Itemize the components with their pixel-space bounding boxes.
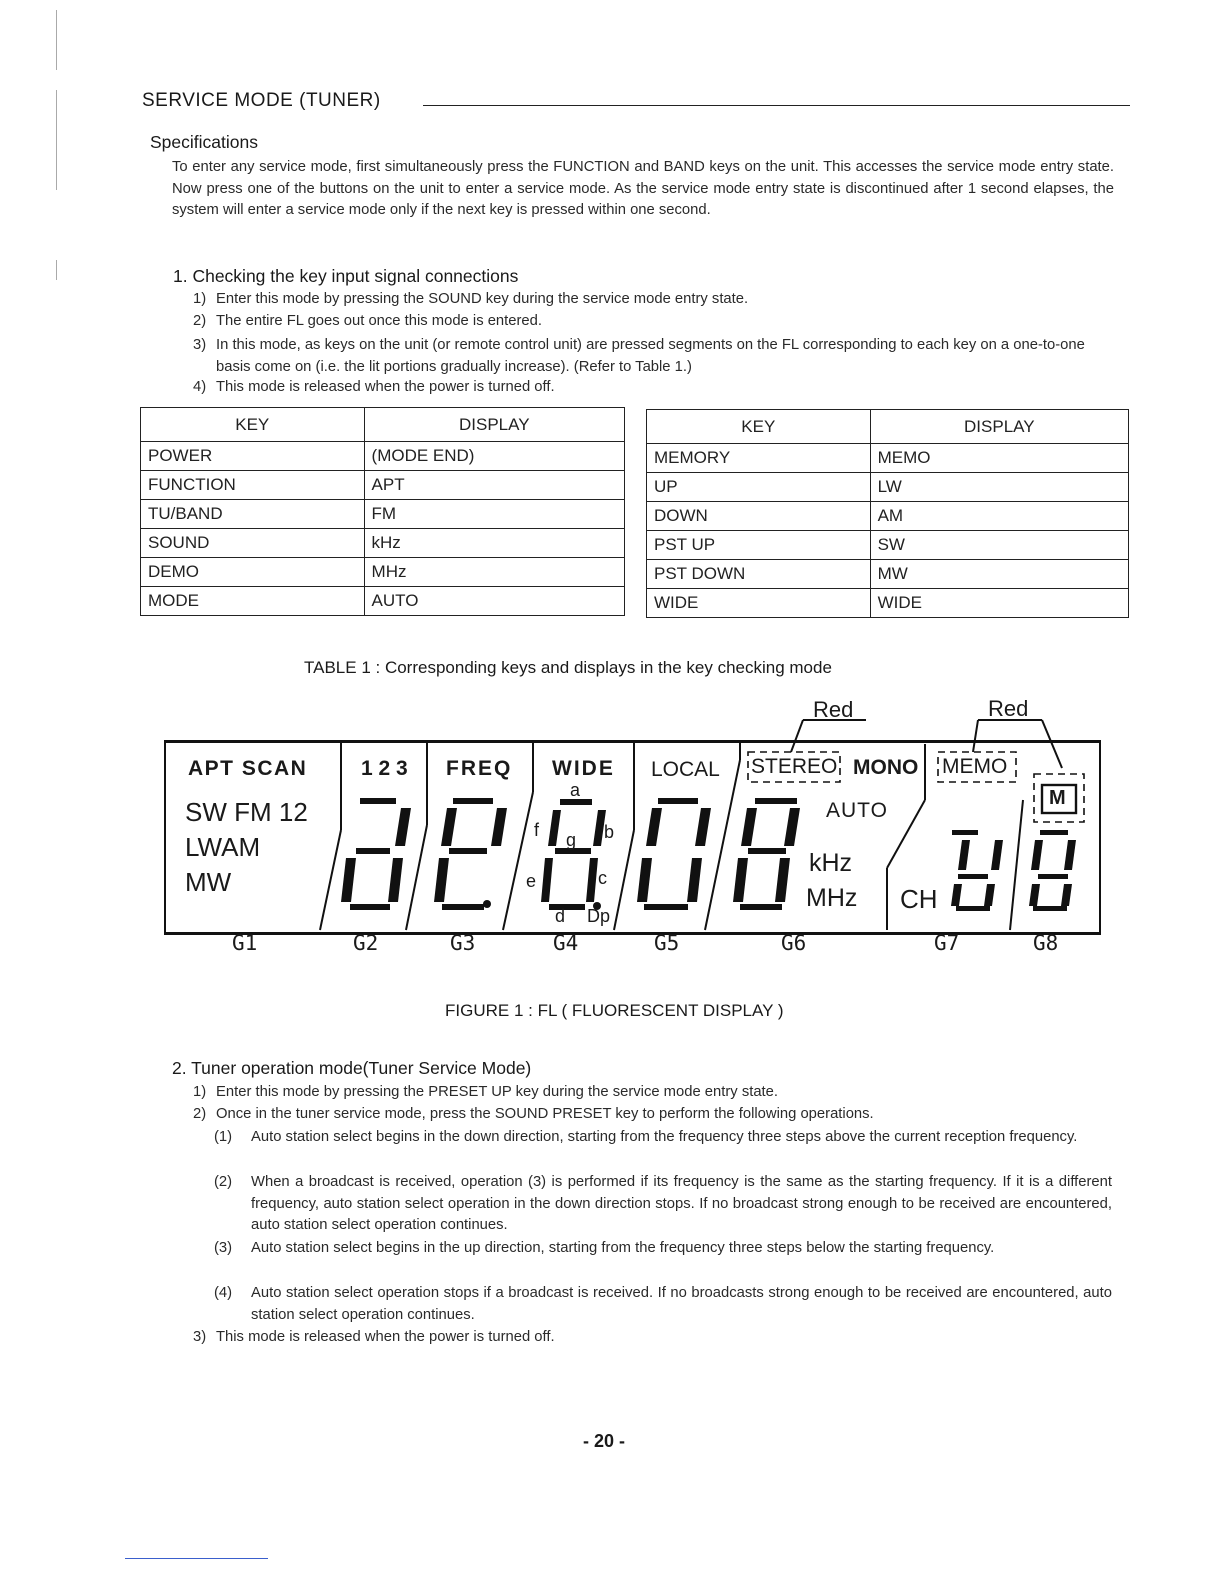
fl-mono: MONO: [853, 756, 919, 779]
grid-label: G6: [781, 931, 807, 955]
part2-item-num: 3): [193, 1329, 207, 1345]
grid-label: G8: [1033, 931, 1059, 955]
part2-subitem-text: Auto station select begins in the up direction, starting from the frequency three steps below the starting frequency.: [251, 1240, 995, 1256]
part2-subitem-num: (4): [214, 1285, 233, 1301]
table-cell: UP: [647, 473, 871, 502]
grid-label: G3: [450, 931, 476, 955]
part2-subitem-num: (1): [214, 1129, 233, 1145]
table-header-cell: KEY: [647, 410, 871, 444]
part2-item-num: 2): [193, 1106, 207, 1122]
grid-label: G5: [654, 931, 680, 955]
table-caption: TABLE 1 : Corresponding keys and displays in the key checking mode: [304, 658, 832, 677]
table-cell: MODE: [141, 587, 365, 616]
part1-item-num: 3): [193, 337, 207, 353]
part2-subitem-text: Auto station select begins in the down direction, starting from the frequency three steps above the current reception frequency.: [251, 1129, 1078, 1145]
fl-khz: kHz: [809, 849, 853, 877]
part2-subitem-num: (3): [214, 1240, 233, 1256]
grid-label: G7: [934, 931, 960, 955]
section-title: SERVICE MODE (TUNER): [142, 90, 381, 111]
table-cell: SOUND: [141, 529, 365, 558]
seg-label: g: [566, 830, 577, 850]
part1-item-text: This mode is released when the power is turned off.: [216, 379, 555, 395]
fl-memo: MEMO: [942, 755, 1008, 778]
table-cell: DOWN: [647, 502, 871, 531]
figure-caption: FIGURE 1 : FL ( FLUORESCENT DISPLAY ): [445, 1001, 784, 1020]
table-cell: WIDE: [870, 589, 1128, 618]
part1-heading: 1. Checking the key input signal connections: [173, 266, 519, 286]
table-cell: APT: [364, 471, 624, 500]
fl-mw: MW: [185, 867, 232, 897]
part1-item-text: The entire FL goes out once this mode is entered.: [216, 313, 542, 329]
table-cell: FUNCTION: [141, 471, 365, 500]
grid-label: G1: [232, 931, 258, 955]
fl-ch: CH: [900, 884, 938, 914]
part2-item-num: 1): [193, 1084, 207, 1100]
table-cell: MHz: [364, 558, 624, 587]
part2-heading: 2. Tuner operation mode(Tuner Service Mode): [172, 1058, 532, 1078]
part2-subitem-num: (2): [214, 1174, 233, 1190]
seg-label: b: [604, 822, 615, 842]
fl-123: 1 2 3: [361, 757, 408, 780]
table-cell: MEMORY: [647, 444, 871, 473]
table-cell: DEMO: [141, 558, 365, 587]
fl-stereo: STEREO: [751, 755, 838, 778]
table-cell: MEMO: [870, 444, 1128, 473]
seg-label: c: [598, 868, 607, 888]
table-header-cell: DISPLAY: [870, 410, 1128, 444]
seg-label: Dp: [587, 906, 611, 926]
table-cell: POWER: [141, 442, 365, 471]
grid-label: G4: [553, 931, 579, 955]
table-cell: LW: [870, 473, 1128, 502]
fl-auto: AUTO: [826, 799, 888, 822]
part1-item-num: 2): [193, 313, 207, 329]
part1-item-text: Enter this mode by pressing the SOUND key during the service mode entry state.: [216, 291, 749, 307]
seg-label: d: [555, 906, 566, 926]
part2-subitem-text: Auto station select operation stops if a broadcast is received. If no broadcasts strong enough to be received are encountered, auto station select operation continues.: [251, 1285, 1112, 1323]
fl-mhz: MHz: [806, 884, 858, 912]
fl-local: LOCAL: [651, 758, 720, 781]
seg-label: e: [526, 871, 537, 891]
fl-apt-scan: APT SCAN: [188, 757, 308, 780]
red-label: Red: [988, 696, 1029, 721]
part1-item-num: 1): [193, 291, 207, 307]
table-cell: AM: [870, 502, 1128, 531]
table-cell: WIDE: [647, 589, 871, 618]
part1-item-num: 4): [193, 379, 207, 395]
table-cell: PST DOWN: [647, 560, 871, 589]
table-cell: AUTO: [364, 587, 624, 616]
part2-subitem-text: When a broadcast is received, operation (3) is performed if its frequency is the same as the starting frequency. If it is a different frequency, auto station select operation in the down direction stops. If no broadcast strong enough to be received are encountered, auto station select operation continues.: [251, 1174, 1112, 1233]
table-cell: SW: [870, 531, 1128, 560]
seg-label: f: [534, 820, 540, 840]
fl-m-indicator: M: [1049, 787, 1066, 809]
grid-label: G2: [353, 931, 379, 955]
part2-item-text: Enter this mode by pressing the PRESET UP key during the service mode entry state.: [216, 1084, 779, 1100]
table-cell: kHz: [364, 529, 624, 558]
table-header-cell: DISPLAY: [364, 408, 624, 442]
seg-label: a: [570, 780, 581, 800]
spec-text: To enter any service mode, first simultaneously press the FUNCTION and BAND keys on the unit. This accesses the service mode entry state. Now press one of the buttons on the unit to enter a service mode. As the service mode entry state is discontinued after 1 second elapses, the system will enter a service mode only if the next key is pressed within one second.: [172, 159, 1114, 218]
table-cell: FM: [364, 500, 624, 529]
table-cell: MW: [870, 560, 1128, 589]
fl-freq: FREQ: [446, 757, 513, 780]
table-header-cell: KEY: [141, 408, 365, 442]
red-label: Red: [813, 697, 854, 722]
fl-lwam: LWAM: [185, 832, 261, 862]
footer-rule: [125, 1558, 268, 1559]
part2-item-text: This mode is released when the power is turned off.: [216, 1329, 555, 1345]
table-cell: (MODE END): [364, 442, 624, 471]
table-cell: TU/BAND: [141, 500, 365, 529]
table-cell: PST UP: [647, 531, 871, 560]
spec-heading: Specifications: [150, 132, 258, 152]
fl-sw-fm12: SW FM 12: [185, 797, 308, 827]
fl-wide: WIDE: [552, 757, 615, 780]
page-number: - 20 -: [583, 1431, 626, 1451]
part2-item-text: Once in the tuner service mode, press the SOUND PRESET key to perform the following operations.: [216, 1106, 874, 1122]
part1-item-text: In this mode, as keys on the unit (or remote control unit) are pressed segments on the FL corresponding to each key on a one-to-one basis come on (i.e. the lit portions gradually increase). (Refer to Table 1.): [216, 337, 1085, 375]
